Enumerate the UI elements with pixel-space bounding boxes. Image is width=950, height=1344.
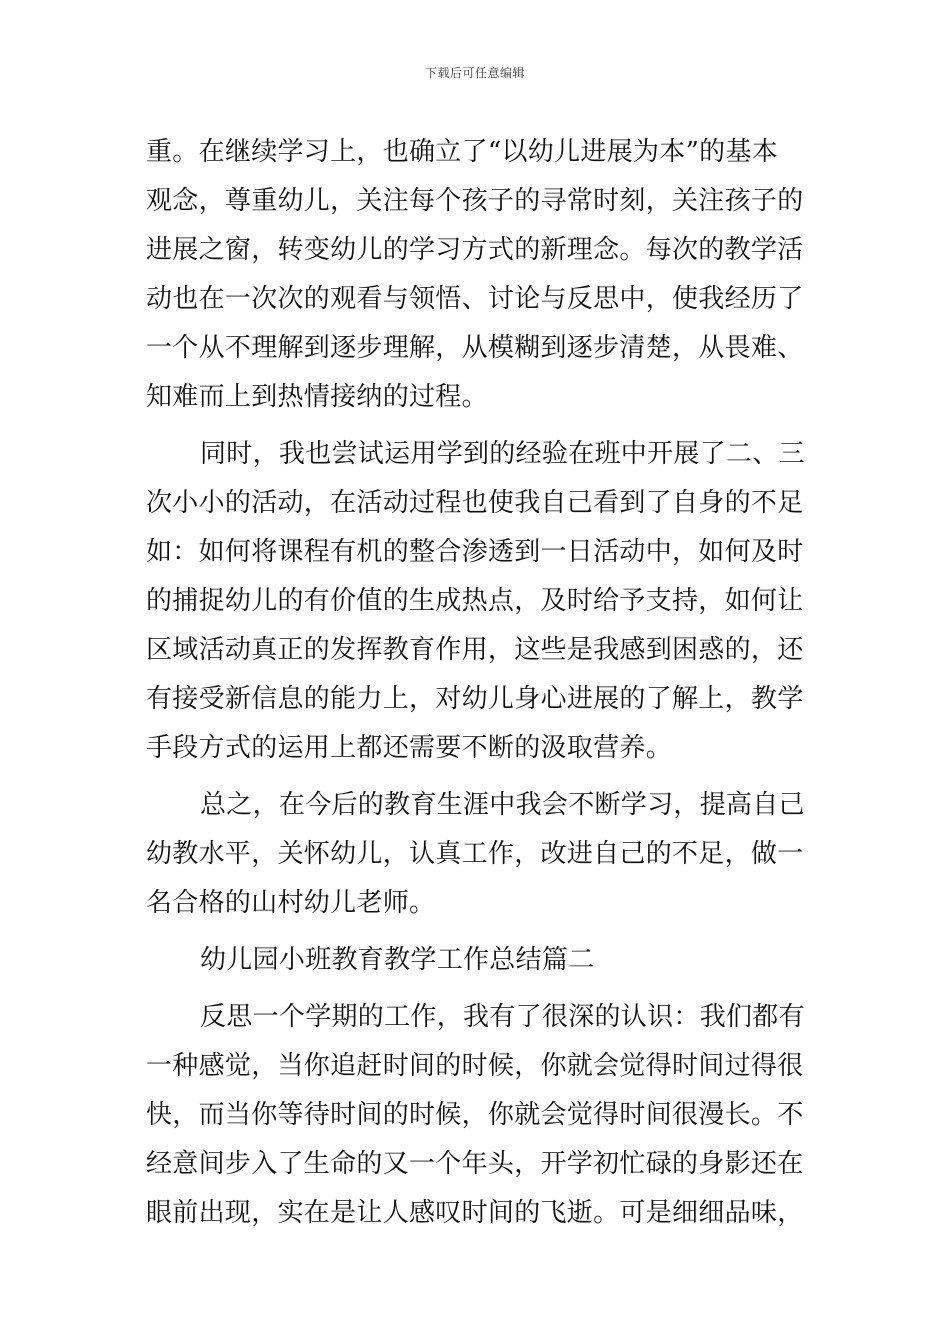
paragraph-start-line: 总之，在今后的教育生涯中我会不断学习，提高自己 xyxy=(200,790,805,820)
text-line: 进展之窗，转变幼儿的学习方式的新理念。每次的教学活 xyxy=(146,235,804,265)
text-line: 名合格的山村幼儿老师。 xyxy=(146,888,436,918)
text-line: 一种感觉，当你追赶时间的时候，你就会觉得时间过得很 xyxy=(146,1051,804,1081)
text-line: 观念，尊重幼儿，关注每个孩子的寻常时刻，关注孩子的 xyxy=(146,186,804,216)
text-line: 有接受新信息的能力上，对幼儿身心进展的了解上，教学 xyxy=(146,684,804,714)
text-line: 快，而当你等待时间的时候，你就会觉得时间很漫长。不 xyxy=(146,1100,804,1130)
text-line: 次小小的活动，在活动过程也使我自己看到了自身的不足 xyxy=(146,488,804,518)
text-line: 知难而上到热情接纳的过程。 xyxy=(146,382,488,412)
page-header-note: 下载后可任意编辑 xyxy=(424,66,525,80)
text-line: 经意间步入了生命的又一个年头，开学初忙碌的身影还在 xyxy=(146,1149,804,1179)
text-line: 如：如何将课程有机的整合渗透到一日活动中，如何及时 xyxy=(146,537,804,567)
section-heading: 幼儿园小班教育教学工作总结篇二 xyxy=(200,945,595,975)
text-line: 手段方式的运用上都还需要不断的汲取营养。 xyxy=(146,733,673,763)
text-line: 重。在继续学习上，也确立了“以幼儿进展为本”的基本 xyxy=(146,137,779,167)
text-line: 区域活动真正的发挥教育作用，这些是我感到困惑的，还 xyxy=(146,635,804,665)
text-line: 的捕捉幼儿的有价值的生成热点，及时给予支持，如何让 xyxy=(146,586,804,616)
text-line: 幼教水平，关怀幼儿，认真工作，改进自己的不足，做一 xyxy=(146,839,804,869)
text-line: 眼前出现，实在是让人感叹时间的飞逝。可是细细品味， xyxy=(146,1198,804,1228)
paragraph-start-line: 同时，我也尝试运用学到的经验在班中开展了二、三 xyxy=(200,439,805,469)
document-body xyxy=(146,128,810,1238)
text-line: 动也在一次次的观看与领悟、讨论与反思中，使我经历了 xyxy=(146,284,804,314)
text-line: 一个从不理解到逐步理解，从模糊到逐步清楚，从畏难、 xyxy=(146,333,804,363)
paragraph-start-line: 反思一个学期的工作，我有了很深的认识：我们都有 xyxy=(200,1002,805,1032)
